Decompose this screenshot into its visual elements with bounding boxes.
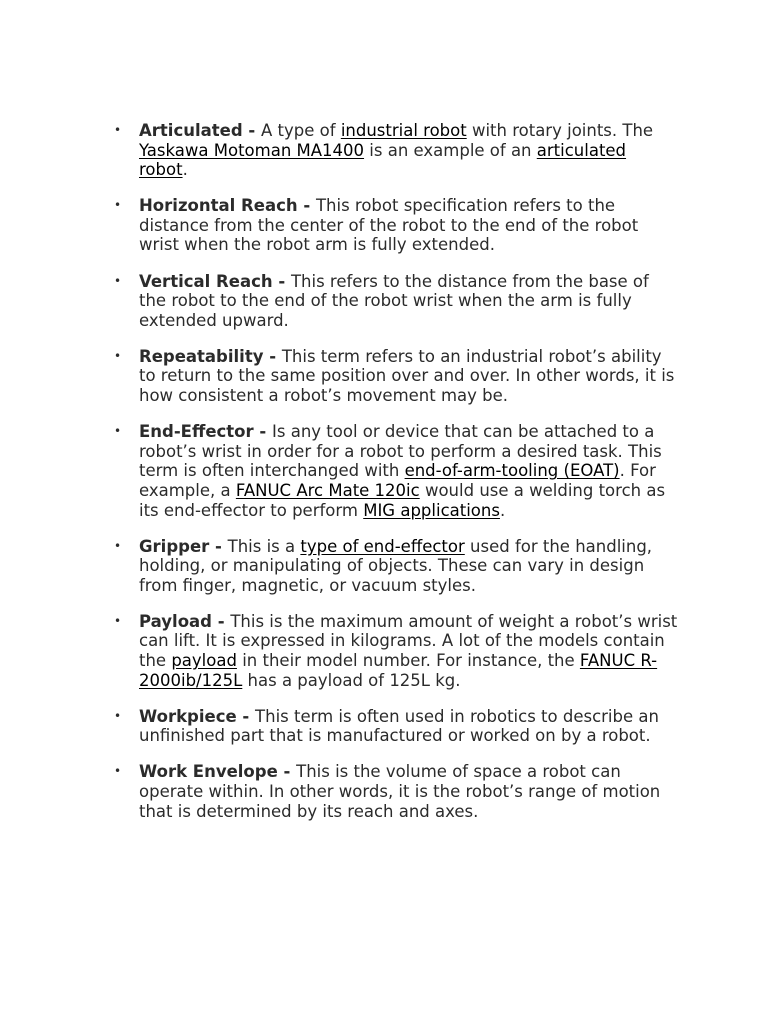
term-separator: - — [253, 422, 272, 442]
definition-text: . — [499, 500, 506, 520]
glossary-entry-payload — [114, 611, 679, 690]
term-label: Workpiece — [139, 706, 237, 726]
robotics-glossary-list — [114, 121, 679, 838]
definition-text: This term refers to an industrial robot’s ability to return to the same position over and over. In other words, it is how consistent a robot’s movement may be. — [139, 346, 675, 406]
bullet-icon: • — [114, 198, 122, 213]
link-end-of-arm-tooling[interactable]: end-of-arm-tooling (EOAT) — [404, 461, 620, 481]
term-label: Vertical Reach — [139, 271, 273, 291]
definition-text: This term is often used in robotics to describe an unfinished part that is manufactured or worked on by a robot. — [139, 706, 659, 746]
term-label: Gripper — [139, 536, 210, 556]
link-fanuc-arc-mate-120ic[interactable]: FANUC Arc Mate 120ic — [235, 480, 420, 500]
definition-text: has a payload of 125L kg. — [242, 670, 461, 690]
link-type-of-end-effector[interactable]: type of end-effector — [300, 536, 465, 556]
glossary-entry-work-envelope — [114, 762, 679, 821]
bullet-icon: • — [114, 348, 122, 363]
term-separator: - — [297, 196, 316, 216]
definition-text: A type of — [261, 121, 341, 140]
definition-text: Is any tool or device that can be attached to a robot’s wrist in order for a robot to perform a desired task. This term is often interchanged with — [139, 422, 662, 481]
glossary-entry-vertical-reach — [114, 271, 679, 331]
term-label: Articulated — [139, 121, 243, 140]
bullet-icon: • — [114, 613, 122, 628]
definition-text: used for the handling, holding, or manipulating of objects. These can vary in design from finger, magnetic, or vacuum styles. — [139, 536, 653, 595]
glossary-entry-gripper — [114, 536, 679, 596]
definition-text: This is the maximum amount of weight a robot’s wrist can lift. It is expressed in kilograms. A lot of the models contain the — [139, 611, 678, 671]
definition-text: This is the volume of space a robot can operate within. In other words, it is the robot’s range of motion that is determined by its reach and axes. — [139, 762, 661, 821]
bullet-icon: • — [114, 708, 122, 723]
bullet-icon: • — [114, 764, 122, 779]
bullet-icon: • — [114, 273, 122, 288]
definition-text: This refers to the distance from the base of the robot to the end of the robot wrist when the arm is fully extended upward. — [139, 271, 649, 330]
definition-text: This robot specification refers to the distance from the center of the robot to the end of the robot wrist when the robot arm is fully extended. — [139, 196, 639, 255]
glossary-entry-horizontal-reach — [114, 196, 679, 255]
link-industrial-robot[interactable]: industrial robot — [340, 121, 467, 140]
glossary-entry-end-effector — [114, 422, 679, 520]
bullet-icon: • — [114, 123, 122, 137]
term-label: Work Envelope — [139, 762, 278, 782]
link-fanuc-r-2000ib-125l[interactable]: FANUC R-2000ib/125L — [139, 651, 658, 690]
term-label: Payload — [139, 611, 212, 631]
definition-text: . For example, a — [139, 461, 656, 500]
term-separator: - — [242, 121, 262, 140]
link-yaskawa-motoman-ma1400[interactable]: Yaskawa Motoman MA1400 — [139, 140, 365, 160]
link-payload[interactable]: payload — [171, 651, 237, 671]
glossary-entry-articulated — [114, 121, 679, 180]
bullet-icon: • — [114, 424, 122, 439]
definition-text: with rotary joints. The — [466, 121, 654, 140]
definition-text: This is a — [227, 536, 301, 556]
term-label: Horizontal Reach — [139, 196, 298, 216]
definition-text: is an example of an — [364, 140, 537, 160]
definition-text: in their model number. For instance, the — [236, 651, 580, 671]
term-label: End-Effector — [139, 422, 254, 442]
term-label: Repeatability — [139, 346, 264, 366]
bullet-icon: • — [114, 538, 122, 553]
glossary-entry-workpiece — [114, 706, 679, 746]
term-separator: - — [277, 762, 297, 782]
glossary-entry-repeatability — [114, 346, 679, 406]
link-mig-applications[interactable]: MIG applications — [363, 500, 500, 520]
term-separator: - — [236, 706, 256, 726]
term-separator: - — [211, 611, 231, 631]
term-separator: - — [272, 271, 291, 291]
term-separator: - — [209, 536, 228, 556]
term-separator: - — [263, 346, 282, 366]
definition-text: . — [182, 160, 188, 180]
link-articulated-robot[interactable]: articulated robot — [139, 140, 627, 180]
definition-text: would use a welding torch as its end-effector to perform — [139, 480, 666, 520]
